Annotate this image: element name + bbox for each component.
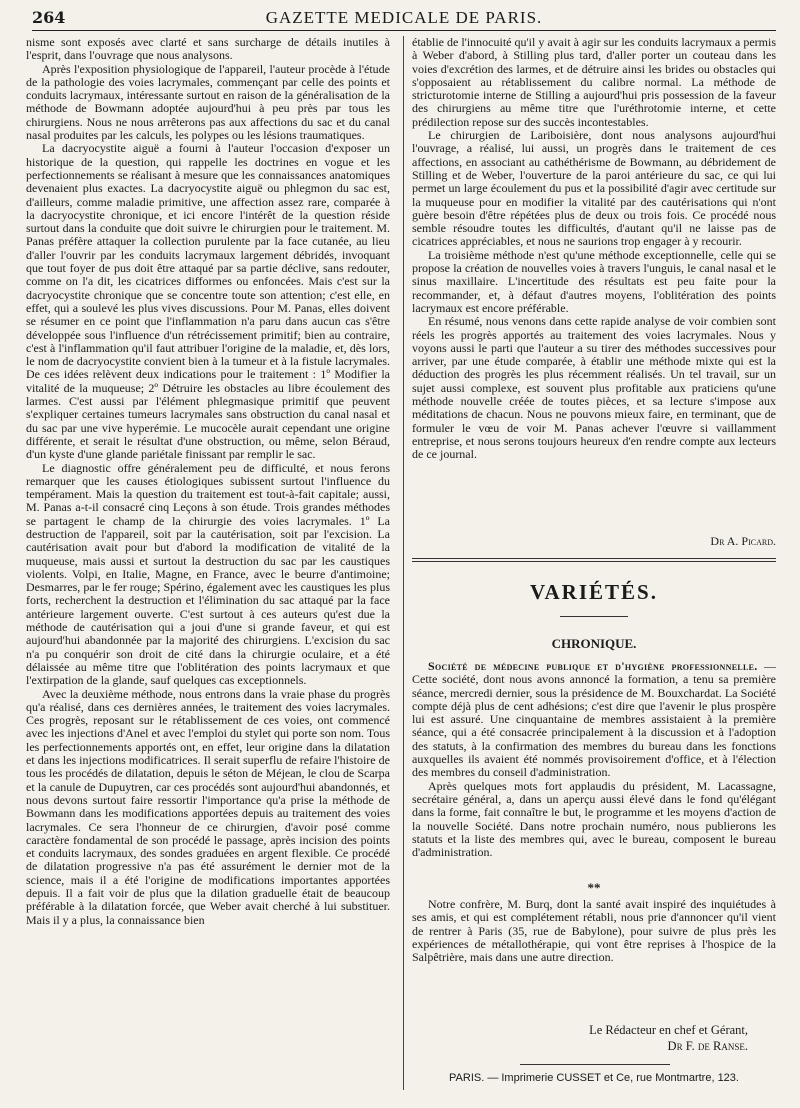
society-heading: Société de médecine publique et d'hygiène professionnelle. xyxy=(428,660,758,673)
printer-imprint: PARIS. — Imprimerie CUSSET et Ce, rue Montmartre, 123. xyxy=(449,1072,739,1084)
editor-signature xyxy=(412,1022,748,1054)
section-rule-double xyxy=(412,561,776,562)
right-paragraph-1: établie de l'innocuité qu'il y avait à agir sur les conduits lacrymaux a permis à Weber d'abord, à Stilling plus tard, d'aller porter un couteau dans les voies d'excrétion des larmes, et de détruire ainsi les brides ou obstacles qui s'opposaient au rétablissement du calibre normal. La méthode de stricturotomie interne de Stilling a aujourd'hui pris possession de la faveur des chirurgiens au même titre que l'uréthrotomie interne, et cette prédilection repose sur des succès incontestables. xyxy=(412,36,776,129)
section-title-varietes: VARIÉTÉS. xyxy=(530,580,658,604)
imprint-rule xyxy=(520,1064,670,1065)
left-paragraph-5: Avec la deuxième méthode, nous entrons dans la vraie phase du progrès qu'a réalisé, dans ces dernières années, le traitement des voies lacrymales. Ces progrès, reposant sur le rétablissement de ces voies, ont commencé avec les injections d'Anel et avec l'emploi du stylet qui porte son nom. Tous les perfectionnements apportés ont, en effet, leur origine dans la dilatation et dans les injections modificatrices. Il serait superflu de refaire l'histoire de tous les procédés de dilatation, depuis le séton de Méjean, le clou de Scarpa et la canule de Dupuytren, car ces procédés sont aujourd'hui abandonnés, et nous devons surtout faire ressortir l'importance qu'a prise la méthode de Bowmann dans les modifications apportées depuis au traitement des voies lacrymales. Ce sera l'honneur de ce chirurgien, d'avoir posé comme caractère fondamental de son procédé le passage, après incision des points et conduits lacrymaux, des sondes graduées en argent flexible. Ce procédé de dilatation progressive n'a pas été assurément le dernier mot de la science, mais il a été l'origine de modifications importantes apportées depuis. Il a fait voir de plus que la dilation graduelle était de beaucoup préférable à la dilatation forcée, que Weber avait cherché à lui substituer. Mais il y a plus, la connaissance bien xyxy=(26,686,390,927)
left-paragraph-2: Après l'exposition physiologique de l'appareil, l'auteur procède à l'étude de la pathologie des voies lacrymales, commençant par celle des points et conduits lacrymaux, intéressante surtout en raison de la généralisation de la méthode de Bowmann adoptée aujourd'hui à peu près par tous les chirurgiens. Nous ne nous arrêterons pas aux affections du sac et du canal nasal produites par les calculs, les polypes ou les lésions traumatiques. xyxy=(26,61,390,143)
page-header xyxy=(32,8,776,31)
right-paragraph-3: La troisième méthode n'est qu'une méthode exceptionnelle, celle qui se propose la création de nouvelles voies à travers l'unguis, le canal nasal et le sinus maxillaire. L'incertitude des résultats est peu faite pour la recommander, et, à défaut d'autres moyens, l'oblitération des points lacrymaux est encore préférable. xyxy=(412,247,776,315)
section-rule-top xyxy=(412,558,776,559)
section-title-underline xyxy=(560,616,628,617)
author-signature: Dr A. Picard. xyxy=(710,534,776,548)
journal-title: GAZETTE MEDICALE DE PARIS. xyxy=(265,8,543,27)
burq-notice xyxy=(412,898,776,990)
burq-paragraph: Notre confrère, M. Burq, dont la santé avait inspiré des inquiétudes à ses amis, et qui est complétement rétabli, nous prie d'annoncer qu'il vient de rentrer à Paris (35, rue de Babylone), pour suivre de plus près les expériences de métallothérapie, qui vont être reprises à l'hospice de la Salpêtrière, mais dans une autre direction. xyxy=(412,898,776,965)
editor-name: Dr F. de Ranse. xyxy=(667,1039,748,1053)
chronique-paragraph-1-text: — Cette société, dont nous avons annoncé la formation, a tenu sa première séance, mercredi dernier, sous la présidence de M. Bouxchardat. La Société compte déjà plus de cent adhésions; c'est dire que l'avenir le plus prospère lui est assuré. Une cinquantaine de membres assistaient à la première séance, qui a été consacrée principalement à la discussion et à l'adoption des statuts, à la confirmation des membres du bureau dans les fonctions auxquelles ils avaient été nommés provisoirement d'office, et à l'élection des membres du conseil d'administration. xyxy=(412,660,776,780)
left-paragraph-1: nisme sont exposés avec clarté et sans surcharge de détails inutiles à l'esprit, dans l'ouvrage que nous analysons. xyxy=(26,36,390,63)
right-column-article xyxy=(412,36,776,556)
subsection-title-chronique: CHRONIQUE. xyxy=(551,636,637,651)
editor-role: Le Rédacteur en chef et Gérant, xyxy=(589,1023,748,1037)
chronique-paragraph-1 xyxy=(412,660,776,780)
right-paragraph-2: Le chirurgien de Lariboisière, dont nous analysons aujourd'hui l'ouvrage, a réalisé, lui aussi, un progrès dans le traitement de ces affections, en associant au cathéthérisme de Bowmann, au débridement de Stilling et de Weber, l'ouverture de la paroi antérieure du sac, ce qui lui permet un large écoulement du pus et la possibilité d'agir avec certitude sur la muqueuse pour en modifier la vitalité par des cautérisations qui n'ont guère besoin d'être répétées plus de deux ou trois fois. Ce procédé nous semble résoudre toutes les difficultés, d'autant qu'il ne laisse pas de cicatrices appréciables, et nous ne saurions trop engager à y recourir. xyxy=(412,128,776,249)
page-number: 264 xyxy=(32,8,66,27)
chronique-paragraph-2: Après quelques mots fort applaudis du président, M. Lacassagne, secrétaire général, a, dans un aperçu aussi élevé dans le fond qu'élégant dans la forme, fait connaître le but, le programme et les moyens d'action de la nouvelle Société. Dans notre prochain numéro, nous publierons les statuts et la liste des membres qui, avec le bureau, composent le bureau d'administration. xyxy=(412,778,776,860)
article-signature xyxy=(412,534,776,549)
left-column xyxy=(26,36,390,1100)
left-paragraph-3: La dacryocystite aiguë a fourni à l'auteur l'occasion d'exposer un historique de la question, qui rappelle les doctrines en vogue et les perfectionnements se réalisant à mesure que les connaissances anatomiques devenaient plus exactes. La dacryocystite aiguë ou phlegmon du sac est, d'ailleurs, comme maladie primitive, une affection assez rare, comparée à la dacryocystite chronique, et ici encore l'intérêt de la question réside surtout dans la conduite que doit suivre le chirurgien pour le traitement. M. Panas préfère attaquer la collection purulente par la face cutanée, au lieu d'aller l'ouvrir par les conduits lacrymaux largement débridés, invoquant que tout foyer de pus doit être attaqué par sa partie déclive, sans redouter, comme on l'a dit, les cicatrices difformes ou enfoncées. Mais c'est sur la dacryocystite chronique que se concentre toute son attention; c'est elle, en effet, qui a soulevé les plus vives discussions. Pour M. Panas, elles doivent se résumer en ce point que l'inflammation n'a paru dans aucun cas s'être développée sous l'influence d'un rétrécissement primitif; bien au contraire, c'est à l'inflammation qu'il faut attribuer l'origine de la maladie, et, dès lors, le nom de dacryocystite convient bien à la tumeur et à la fistule lacrymales. De ces idées relèvent deux indications pour le traitement : 1º Modifier la vitalité de la muqueuse; 2º Détruire les obstacles au libre écoulement des larmes. C'est aussi par l'élément phlegmasique primitif que peuvent s'expliquer certaines tumeurs lacrymales sans obstruction du canal nasal et du sac par une vive hyperémie. Le mucocèle aurait cependant une origine différente, et serait le résultat d'une obstruction, ou même, selon Béraud, d'un kyste d'une glande pariétale finissant par remplir le sac. xyxy=(26,141,390,462)
right-paragraph-4: En résumé, nous venons dans cette rapide analyse de voir combien sont réels les progrès apportés au traitement des voies lacrymales. Nous y voyons aussi le parti que l'auteur a su tirer des méthodes successives pour arriver, par une étude comparée, à établir une méthode mixte qui est la déduction des progrès les plus récemment réalisés. Un tel travail, sur un sujet aussi complexe, est souvent plus profitable aux praticiens qu'une méthode nouvelle créée de toutes pièces, et sa lecture s'impose aux méditations de chacun. Nous ne pouvons mieux faire, en terminant, que de formuler le vœu de voir M. Panas achever l'œuvre si vaillamment entreprise, et nous serons toujours heureux d'en rendre compte aux lecteurs de ce journal. xyxy=(412,314,776,462)
column-divider xyxy=(403,36,404,1090)
asterism-separator: ** xyxy=(587,880,601,895)
left-paragraph-4: Le diagnostic offre généralement peu de difficulté, et nous ferons remarquer que les causes étiologiques subissent surtout l'influence du tempérament. Mais la question du traitement est tout-à-fait capitale; aussi, M. Panas a-t-il consacré cinq Leçons à son étude. Trois grandes méthodes se partagent le champ de la chirurgie des voies lacrymales. 1º La destruction de l'appareil, soit par la cautérisation, soit par l'excision. La cautérisation avait pour but d'abord la modification de vitalité de la muqueuse, mais aussi et surtout la destruction du sac par les caustiques violents. Volpi, en Italie, Magne, en France, avec le beurre d'antimoine; Desmarres, par le fer rouge; Spérino, également avec les caustiques les plus forts, recherchent la destruction et l'élimination du sac attaqué par la face antérieure largement ouverte. C'est surtout à ces auteurs qu'est due la méthode de cautérisation qui a joui d'une si grande faveur, et qui est aujourd'hui abandonnée par la majorité des chirurgiens. L'excision du sac n'a pu conquérir son droit de cité dans la chirurgie oculaire, et a été délaissée au même titre que l'oblitération des points lacrymaux et que l'extirpation de la glande, sauf quelques cas exceptionnels. xyxy=(26,460,390,688)
